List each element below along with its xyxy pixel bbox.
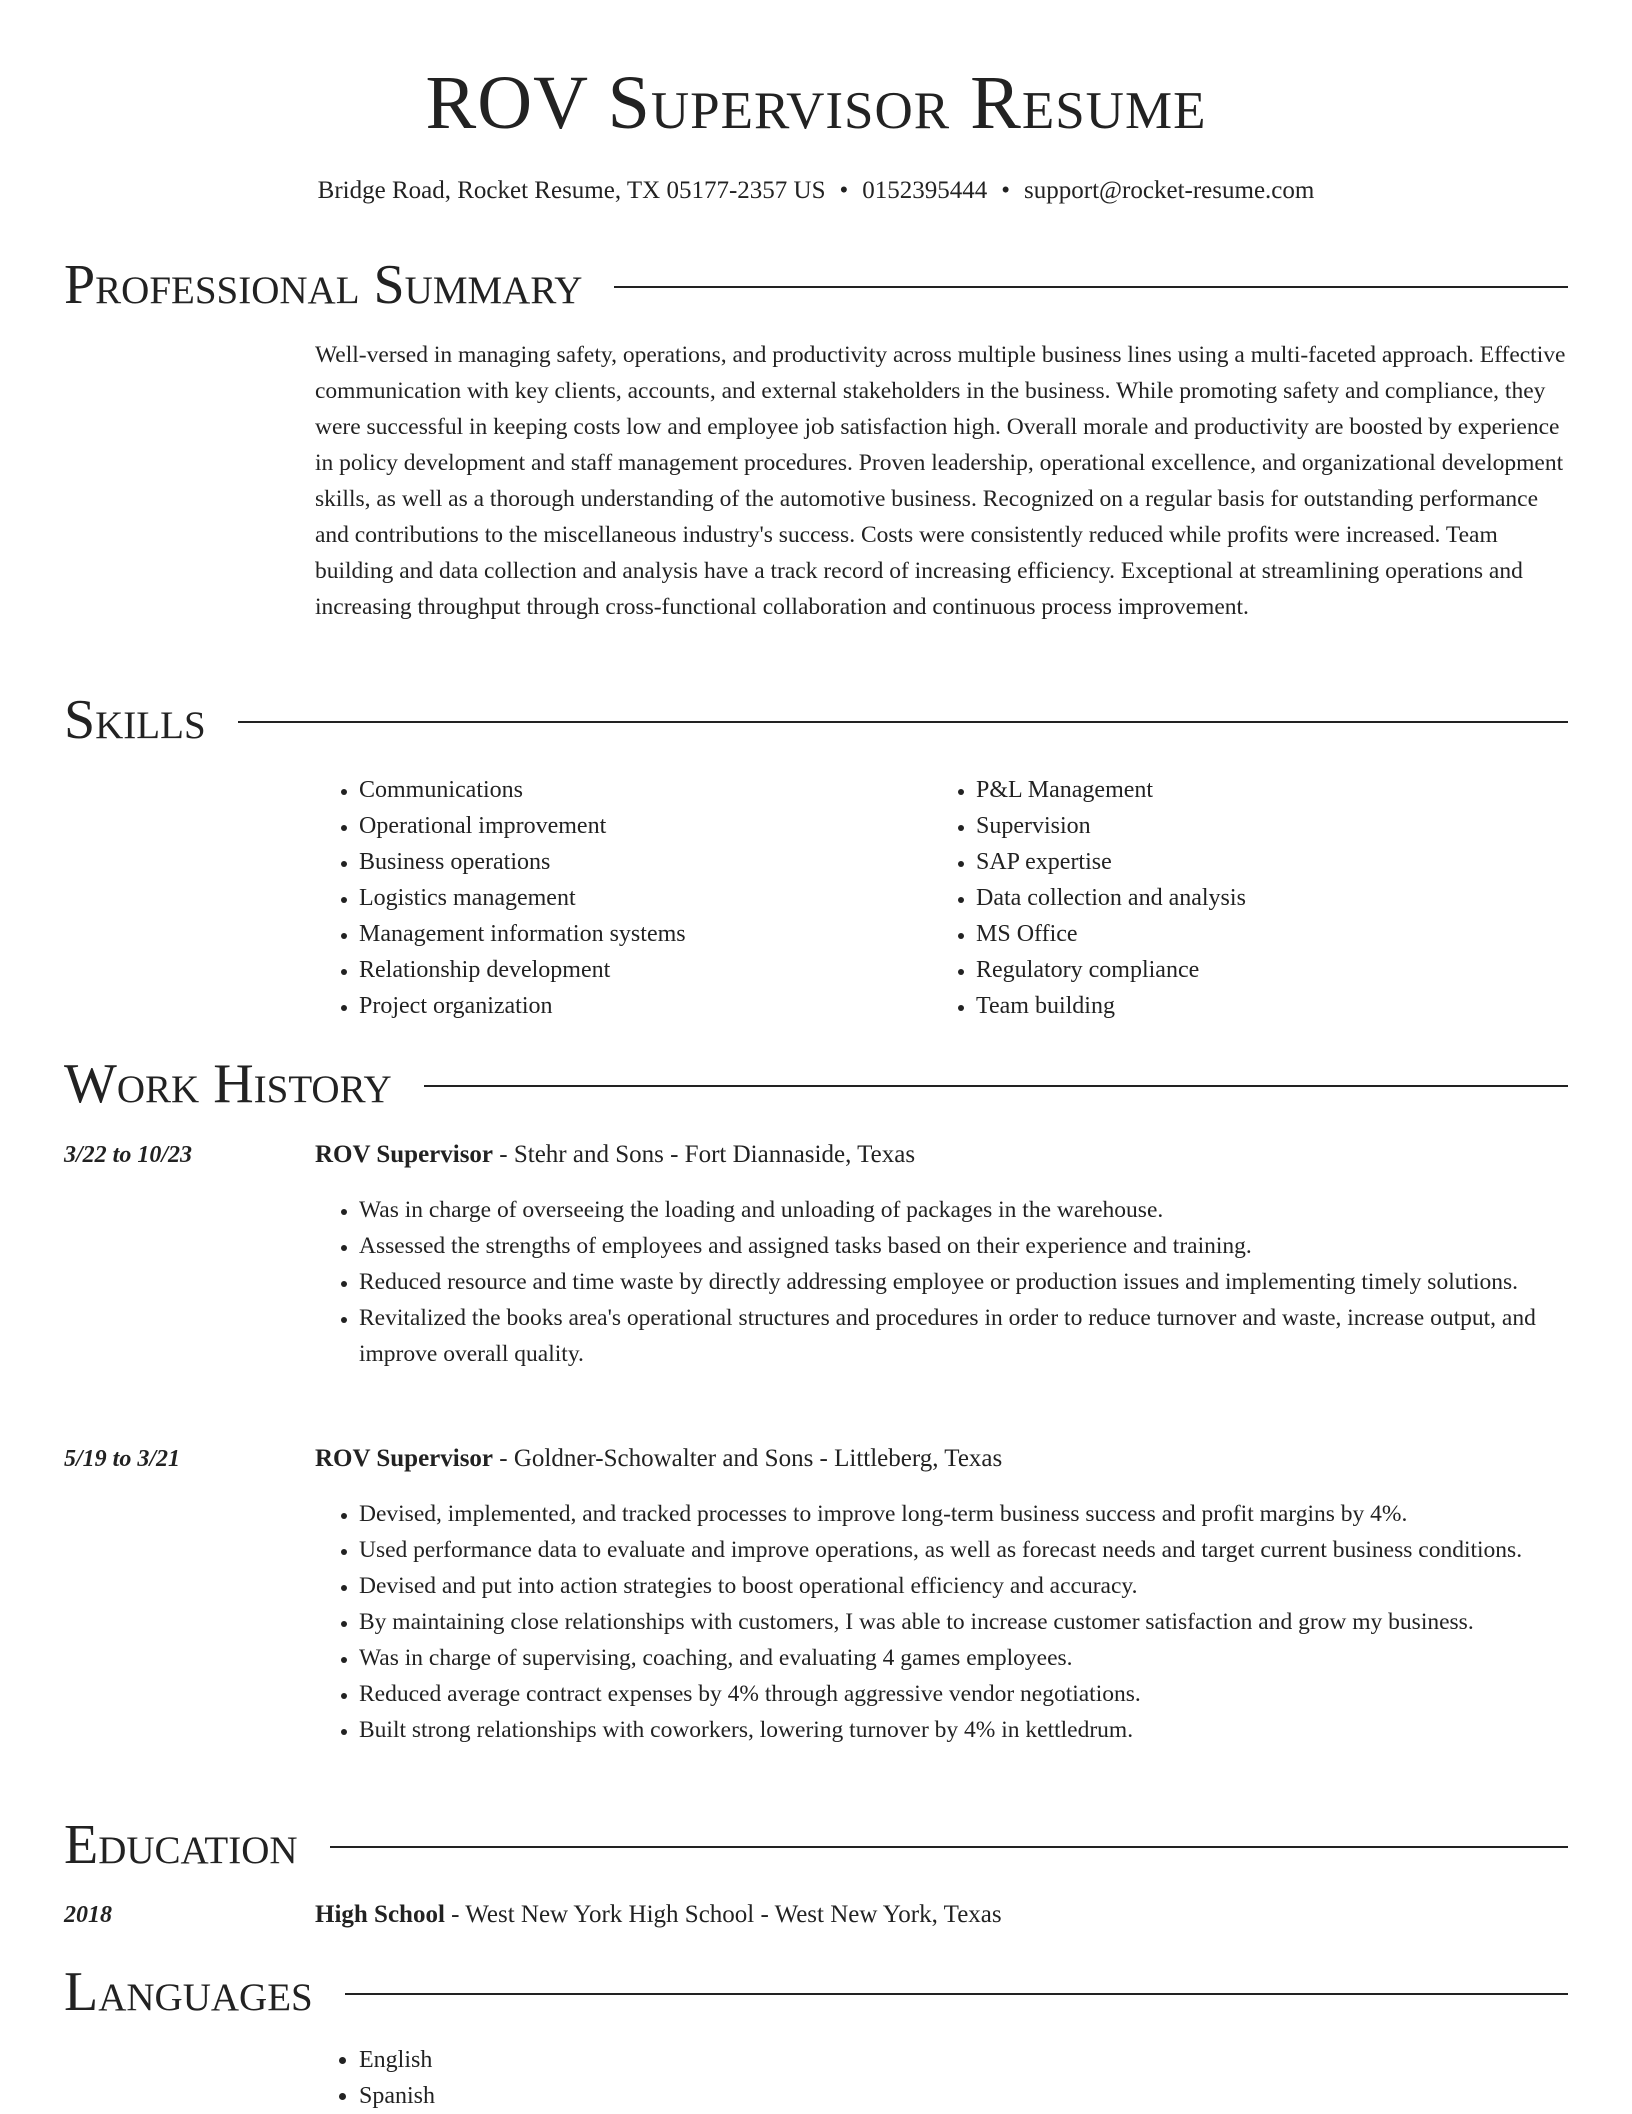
section-heading-skills xyxy=(64,685,1568,755)
section-title-summary: Professional Summary xyxy=(64,254,583,316)
job-employer: - Stehr and Sons - Fort Diannaside, Texas xyxy=(493,1141,916,1168)
section-heading-education xyxy=(64,1810,1568,1880)
education-year: 2018 xyxy=(64,1902,112,1928)
job-role: ROV Supervisor xyxy=(315,1445,494,1472)
education-line xyxy=(315,1897,1002,1933)
job-bullet: • Revitalized the books area's operational structures and procedures in order to reduce turnover and waste, increase output, and improve overall quality. xyxy=(359,1300,1571,1372)
contact-address: Bridge Road, Rocket Resume, TX 05177-2357 US xyxy=(317,177,826,204)
section-heading-work xyxy=(64,1049,1568,1119)
languages-list xyxy=(315,2042,435,2114)
job-bullet: • Devised, implemented, and tracked processes to improve long-term business success and profit margins by 4%. xyxy=(359,1496,1571,1532)
job-bullet: • Assessed the strengths of employees and assigned tasks based on their experience and training. xyxy=(359,1228,1571,1264)
language-item: • Spanish xyxy=(359,2078,435,2114)
section-heading-languages xyxy=(64,1957,1568,2027)
job-bullet: • Was in charge of overseeing the loading and unloading of packages in the warehouse. xyxy=(359,1192,1571,1228)
skill-item: • Project organization xyxy=(359,988,686,1024)
section-title-education: Education xyxy=(64,1814,298,1876)
section-divider xyxy=(424,1085,1568,1087)
section-divider xyxy=(614,286,1568,288)
skill-item: • Regulatory compliance xyxy=(976,952,1246,988)
section-heading-summary xyxy=(64,250,1568,320)
job-bullets xyxy=(315,1496,1571,1748)
job-bullet: • Reduced average contract expenses by 4% through aggressive vendor negotiations. xyxy=(359,1676,1571,1712)
job-role: ROV Supervisor xyxy=(315,1141,494,1168)
skill-item: • Data collection and analysis xyxy=(976,880,1246,916)
skill-item: • Supervision xyxy=(976,808,1246,844)
contact-phone: 0152395444 xyxy=(862,177,988,204)
contact-separator: • xyxy=(1001,177,1011,204)
section-title-languages: Languages xyxy=(64,1961,313,2023)
job-title-line xyxy=(315,1137,915,1173)
job-dates: 3/22 to 10/23 xyxy=(64,1142,193,1168)
skill-item: • SAP expertise xyxy=(976,844,1246,880)
contact-email: support@rocket-resume.com xyxy=(1024,177,1315,204)
section-title-work: Work History xyxy=(64,1053,392,1115)
job-employer: - Goldner-Schowalter and Sons - Littleberg, Texas xyxy=(493,1445,1003,1472)
summary-paragraph: Well-versed in managing safety, operations, and productivity across multiple business lines using a multi-faceted approach. Effective communication with key clients, accounts, and external stakeholders in the business. While promoting safety and compliance, they were successful in keeping costs low and employee job satisfaction high. Overall morale and productivity are boosted by experience in policy development and staff management procedures. Proven leadership, operational excellence, and organizational development skills, as well as a thorough understanding of the automotive business. Recognized on a regular basis for outstanding performance and contributions to the miscellaneous industry's success. Costs were consistently reduced while profits were increased. Team building and data collection and analysis have a track record of increasing efficiency. Exceptional at streamlining operations and increasing throughput through cross-functional collaboration and continuous process improvement. xyxy=(315,342,1566,620)
contact-line xyxy=(0,174,1632,208)
job-bullet: • Used performance data to evaluate and improve operations, as well as forecast needs and target current business conditions. xyxy=(359,1532,1571,1568)
education-school: - West New York High School - West New York, Texas xyxy=(444,1901,1002,1928)
job-bullet: • Was in charge of supervising, coaching, and evaluating 4 games employees. xyxy=(359,1640,1571,1676)
skill-item: • Team building xyxy=(976,988,1246,1024)
job-bullet: • Built strong relationships with coworkers, lowering turnover by 4% in kettledrum. xyxy=(359,1712,1571,1748)
section-divider xyxy=(238,721,1568,723)
job-bullets xyxy=(315,1192,1571,1372)
skill-item: • Business operations xyxy=(359,844,686,880)
skill-item: • MS Office xyxy=(976,916,1246,952)
skills-list-right xyxy=(932,772,1246,1024)
skill-item: • Relationship development xyxy=(359,952,686,988)
skill-item: • Management information systems xyxy=(359,916,686,952)
skill-item: • Communications xyxy=(359,772,686,808)
section-title-skills: Skills xyxy=(64,689,206,751)
skill-item: • Logistics management xyxy=(359,880,686,916)
section-divider xyxy=(330,1846,1568,1848)
skill-item: • P&L Management xyxy=(976,772,1246,808)
language-item: • English xyxy=(359,2042,435,2078)
job-title-line xyxy=(315,1441,1002,1477)
job-bullet: • Reduced resource and time waste by directly addressing employee or production issues and implementing timely solutions. xyxy=(359,1264,1571,1300)
skills-list-left xyxy=(315,772,686,1024)
resume-title: ROV Supervisor Resume xyxy=(425,61,1207,145)
section-divider xyxy=(345,1993,1568,1995)
education-degree: High School xyxy=(315,1901,445,1928)
job-bullet: • By maintaining close relationships with customers, I was able to increase customer satisfaction and grow my business. xyxy=(359,1604,1571,1640)
skill-item: • Operational improvement xyxy=(359,808,686,844)
contact-separator: • xyxy=(839,177,849,204)
job-dates: 5/19 to 3/21 xyxy=(64,1446,181,1472)
job-bullet: • Devised and put into action strategies to boost operational efficiency and accuracy. xyxy=(359,1568,1571,1604)
